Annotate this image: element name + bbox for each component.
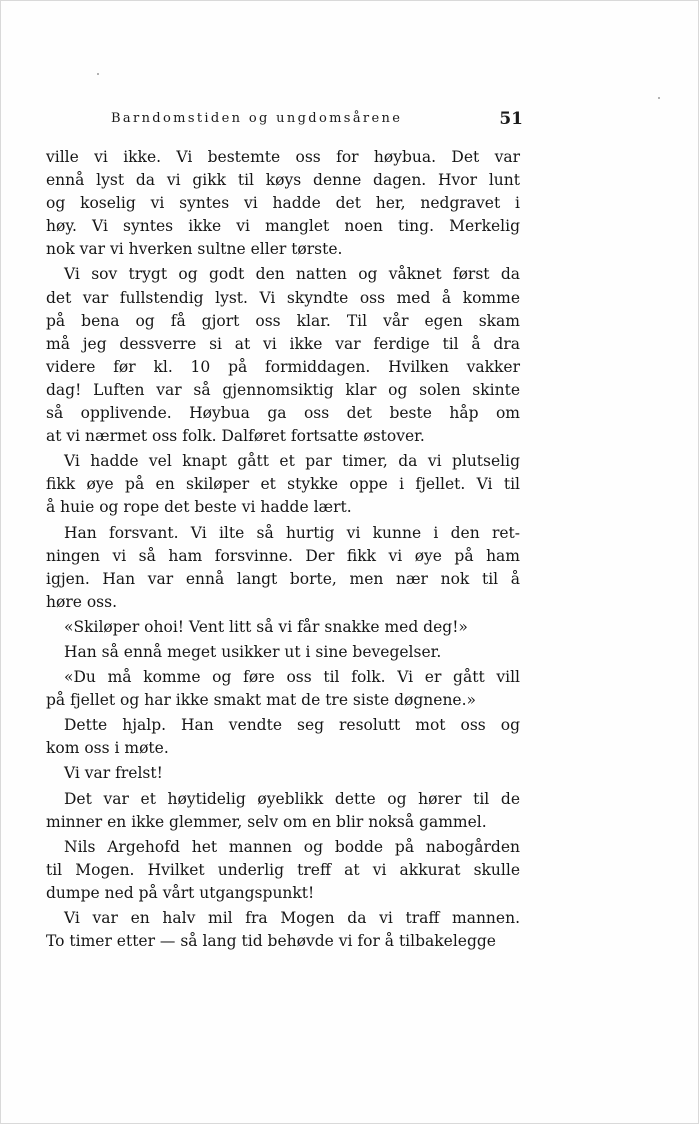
text-line: ville vi ikke. Vi bestemte oss for høybua. Det var [46,148,520,166]
text-line: «Skiløper ohoi! Vent litt så vi får snakke med deg!» [64,617,468,636]
text-line: «Du må komme og føre oss til folk. Vi er gått vill [64,668,520,687]
page-header [111,109,523,133]
paragraph [46,641,520,664]
paragraph [46,666,520,712]
paragraph [46,762,520,785]
body-text [46,146,520,953]
text-line: Han så ennå meget usikker ut i sine bevegelser. [64,642,442,661]
text-line: må jeg dessverre si at vi ikke var ferdige til å dra [46,334,520,353]
text-line: det var fullstendig lyst. Vi skyndte oss med å komme [46,288,520,307]
text-line: fikk øye på en skiløper et stykke oppe i fjellet. Vi til [46,475,520,494]
text-line: Vi var frelst! [64,764,163,783]
text-line: Han forsvant. Vi ilte så hurtig vi kunne i den ret- [64,523,520,542]
paragraph [46,522,520,614]
text-line: To timer etter — så lang tid behøvde vi for å tilbakelegge [46,932,496,951]
text-line: så opplivende. Høybua ga oss det beste håp om [46,404,520,423]
text-line: Vi var en halv mil fra Mogen da vi traff mannen. [64,909,520,927]
paragraph [46,907,520,953]
text-line: og koselig vi syntes vi hadde det her, nedgravet i [46,194,520,213]
text-line: til Mogen. Hvilket underlig treff at vi akkurat skulle [46,860,520,879]
paper-speck [658,97,660,99]
text-line: Dette hjalp. Han vendte seg resolutt mot oss og [64,716,520,735]
running-title: Barndomstiden og ungdomsårene [111,111,403,126]
paragraph [46,836,520,905]
text-line: kom oss i møte. [46,739,169,758]
text-line: Vi sov trygt og godt den natten og våknet først da [64,265,520,284]
paragraph [46,450,520,519]
paragraph [46,616,520,639]
text-line: videre før kl. 10 på formiddagen. Hvilken vakker [46,357,520,376]
text-line: ennå lyst da vi gikk til køys denne dagen. Hvor lunt [46,171,520,190]
text-line: Nils Argehofd het mannen og bodde på nabogården [64,837,520,856]
text-line: høre oss. [46,592,117,611]
paper-speck [97,73,99,75]
text-line: at vi nærmet oss folk. Dalføret fortsatte østover. [46,427,425,446]
page-number: 51 [499,109,523,129]
text-line: igjen. Han var ennå langt borte, men nær nok til å [46,569,520,588]
text-line: høy. Vi syntes ikke vi manglet noen ting. Merkelig [46,217,520,236]
text-line: ningen vi så ham forsvinne. Der fikk vi øye på ham [46,546,520,565]
paragraph [46,263,520,448]
paragraph [46,788,520,834]
text-line: nok var vi hverken sultne eller tørste. [46,240,343,259]
text-line: på bena og få gjort oss klar. Til vår egen skam [46,311,520,330]
text-line: dag! Luften var så gjennomsiktig klar og solen skinte [46,380,520,399]
paragraph [46,714,520,760]
text-line: Det var et høytidelig øyeblikk dette og hører til de [64,789,520,808]
paragraph [46,146,520,261]
text-line: på fjellet og har ikke smakt mat de tre siste døgnene.» [46,691,477,710]
text-line: minner en ikke glemmer, selv om en blir nokså gammel. [46,812,487,831]
text-line: å huie og rope det beste vi hadde lært. [46,498,352,517]
text-line: Vi hadde vel knapt gått et par timer, da vi plutselig [64,452,520,471]
text-line: dumpe ned på vårt utgangspunkt! [46,883,315,902]
